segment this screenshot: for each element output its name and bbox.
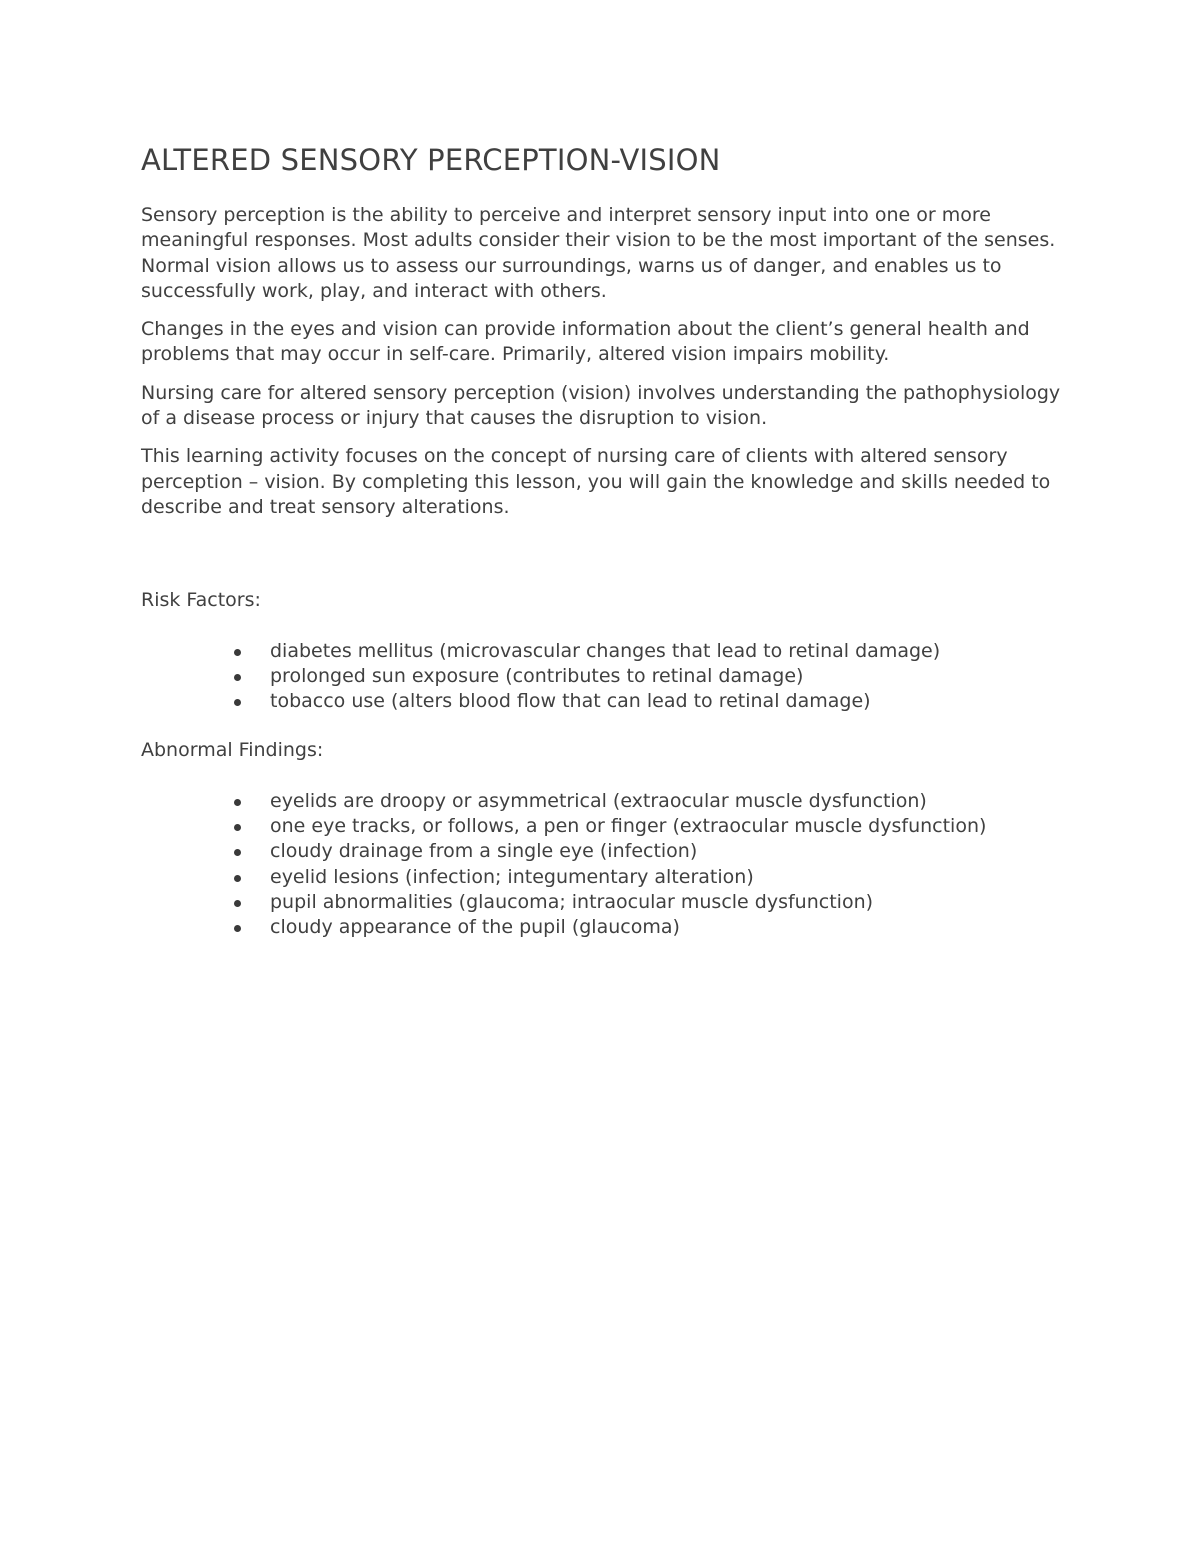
bullet-icon — [234, 849, 241, 856]
list-item-text: one eye tracks, or follows, a pen or finger (extraocular muscle dysfunction) — [270, 815, 987, 838]
list-item — [270, 890, 1066, 915]
list-item — [270, 915, 1066, 940]
abnormal-findings-list — [141, 789, 1066, 941]
list-item — [270, 839, 1066, 864]
list-item-text: cloudy appearance of the pupil (glaucoma) — [270, 916, 680, 939]
bullet-icon — [234, 824, 241, 831]
list-item — [270, 814, 1066, 839]
list-item-text: prolonged sun exposure (contributes to retinal damage) — [270, 664, 804, 687]
risk-factors-list — [141, 639, 1066, 715]
risk-factors-heading: Risk Factors: — [141, 589, 261, 612]
list-item — [270, 664, 1066, 689]
intro-paragraph: Sensory perception is the ability to perceive and interpret sensory input into one or more meaningful responses. Most adults consider their vision to be the most important of the senses. Normal vision allows us to assess our surroundings, warns us of danger, and enables us to successfully work, play, and interact with others. — [141, 204, 1056, 302]
list-item — [270, 865, 1066, 890]
document-title: ALTERED SENSORY PERCEPTION-VISION — [141, 143, 721, 177]
bullet-icon — [234, 875, 241, 882]
learning-activity-paragraph: This learning activity focuses on the concept of nursing care of clients with altered sensory perception – vision. By completing this lesson, you will gain the knowledge and skills needed to describe and treat sensory alterations. — [141, 445, 1051, 518]
abnormal-findings-heading: Abnormal Findings: — [141, 739, 324, 762]
list-item-text: diabetes mellitus (microvascular changes that lead to retinal damage) — [270, 639, 941, 662]
bullet-icon — [234, 649, 241, 656]
bullet-icon — [234, 674, 241, 681]
bullet-icon — [234, 799, 241, 806]
list-item-text: eyelids are droopy or asymmetrical (extraocular muscle dysfunction) — [270, 789, 927, 812]
list-item — [270, 639, 1066, 664]
document-body — [141, 140, 1066, 941]
list-item — [270, 789, 1066, 814]
bullet-icon — [234, 699, 241, 706]
list-item-text: tobacco use (alters blood flow that can lead to retinal damage) — [270, 690, 871, 713]
changes-paragraph: Changes in the eyes and vision can provide information about the client’s general health and problems that may occur in self-care. Primarily, altered vision impairs mobility. — [141, 318, 1030, 366]
bullet-icon — [234, 900, 241, 907]
list-item-text: eyelid lesions (infection; integumentary alteration) — [270, 865, 754, 888]
list-item — [270, 689, 1066, 714]
bullet-icon — [234, 925, 241, 932]
list-item-text: cloudy drainage from a single eye (infection) — [270, 840, 698, 863]
nursing-care-paragraph: Nursing care for altered sensory perception (vision) involves understanding the pathophysiology of a disease process or injury that causes the disruption to vision. — [141, 381, 1061, 430]
list-item-text: pupil abnormalities (glaucoma; intraocular muscle dysfunction) — [270, 890, 874, 913]
